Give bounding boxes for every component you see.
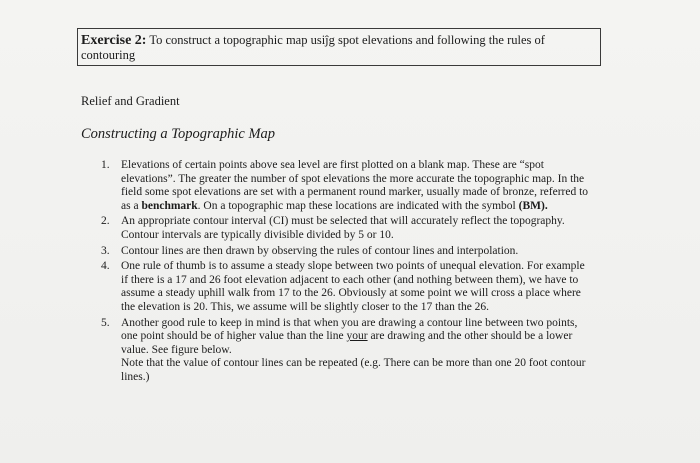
exercise-title: To construct a topographic map usiĵg spot elevations and following the rules of contouring xyxy=(81,33,545,62)
list-item-text: Contour lines are then drawn by observing the rules of contour lines and interpolation. xyxy=(121,244,519,257)
sub-heading: Constructing a Topographic Map xyxy=(81,126,276,142)
list-item xyxy=(0,215,591,242)
list-item-number: 2. xyxy=(101,215,110,228)
list-item-text: One rule of thumb is to assume a steady slope between two points of unequal elevation. For example if there is a 17 and 26 foot elevation adjacent to each other (and nothing between them), we have to assume a steady uphill walk from 17 to the 26. Obviously at some point we will cross a place where the elevation is 20. This, we assume will be slightly closer to the 17 than the 26. xyxy=(121,260,585,313)
section-heading: Relief and Gradient xyxy=(81,94,180,108)
exercise-label: Exercise 2: xyxy=(81,33,147,48)
list-item-number: 1. xyxy=(101,159,110,171)
list-item-number: 3. xyxy=(101,244,110,257)
list-item xyxy=(0,159,591,213)
bm-symbol: (BM). xyxy=(518,199,548,212)
steps-list xyxy=(0,159,700,387)
exercise-title-box xyxy=(77,28,601,66)
list-item-number: 4. xyxy=(101,260,110,273)
list-item xyxy=(0,260,591,314)
benchmark-term: benchmark xyxy=(141,199,198,212)
list-item-text: An appropriate contour interval (CI) must be selected that will accurately reflect the topography. Contour intervals are typically divisible divided by 5 or 10. xyxy=(121,215,565,241)
list-item-text: . On a topographic map these locations are indicated with the symbol xyxy=(197,199,519,212)
list-item-number: 5. xyxy=(101,316,110,329)
list-item xyxy=(0,245,591,259)
list-item xyxy=(0,317,591,385)
underlined-word: your xyxy=(346,330,368,343)
list-item-text: are drawing and the other should be a lower value. See figure below. xyxy=(121,330,573,356)
list-item-text: Elevations of certain points above sea level are first plotted on a blank map. These are “spot elevations”. The greater the number of spot elevations the more accurate the topographic map. In the field some spot elevations are set with a permanent round marker, usually made of bronze, referred to as a xyxy=(121,159,589,212)
list-item-note: Note that the value of contour lines can be repeated (e.g. There can be more than one 20 foot contour lines.) xyxy=(121,357,586,383)
list-item-text: Another good rule to keep in mind is that when you are drawing a contour line between two points, one point should be of higher value than the line xyxy=(121,316,578,343)
